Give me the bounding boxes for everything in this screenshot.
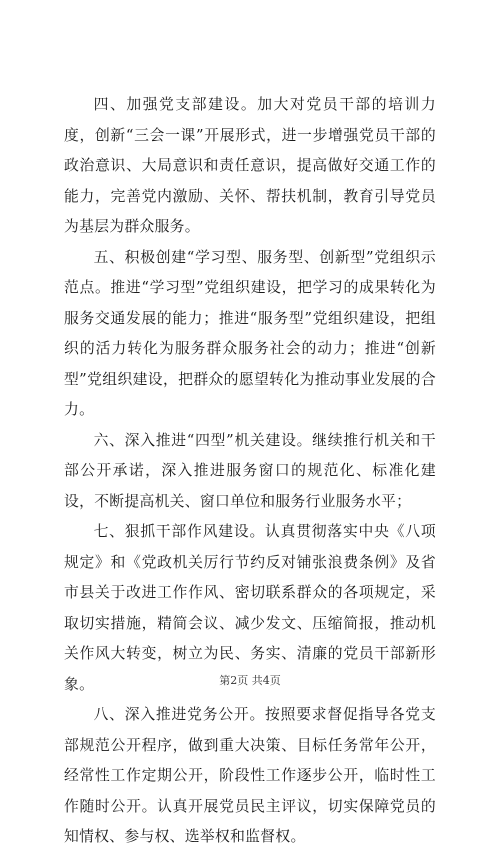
paragraph-section-8: 八、深入推进党务公开。按照要求督促指导各党支部规范公开程序，做到重大决策、目标任务常年公开，经常性工作定期公开，阶段性工作逐步公开，临时性工作随时公开。认真开展党员民主评议，切实保障党员的知情权、参与权、选举权和监督权。 bbox=[64, 706, 436, 845]
page-number-footer: 第2页 共4页 bbox=[219, 674, 281, 687]
paragraph-section-7: 七、狠抓干部作风建设。认真贯彻落实中央《八项规定》和《党政机关厉行节约反对铺张浪费条例》及省市县关于改进工作作风、密切联系群众的各项规定，采取切实措施，精简会议、减少发文、压缩简报，推动机关作风大转变，树立为民、务实、清廉的党员干部新形象。 bbox=[64, 523, 436, 693]
document-body bbox=[64, 90, 436, 853]
paragraph-section-4: 四、加强党支部建设。加大对党员干部的培训力度，创新“三会一课”开展形式，进一步增强党员干部的政治意识、大局意识和责任意识，提高做好交通工作的能力，完善党内激励、关怀、帮扶机制，教育引导党员为基层为群众服务。 bbox=[64, 96, 436, 235]
paragraph-section-5: 五、积极创建“学习型、服务型、创新型”党组织示范点。推进“学习型”党组织建设，把学习的成果转化为服务交通发展的能力；推进“服务型”党组织建设，把组织的活力转化为服务群众服务社会的动力；推进“创新型”党组织建设，把群众的愿望转化为推动事业发展的合力。 bbox=[64, 248, 436, 418]
paragraph-section-6: 六、深入推进“四型”机关建设。继续推行机关和干部公开承诺，深入推进服务窗口的规范化、标准化建设，不断提高机关、窗口单位和服务行业服务水平； bbox=[64, 431, 436, 510]
